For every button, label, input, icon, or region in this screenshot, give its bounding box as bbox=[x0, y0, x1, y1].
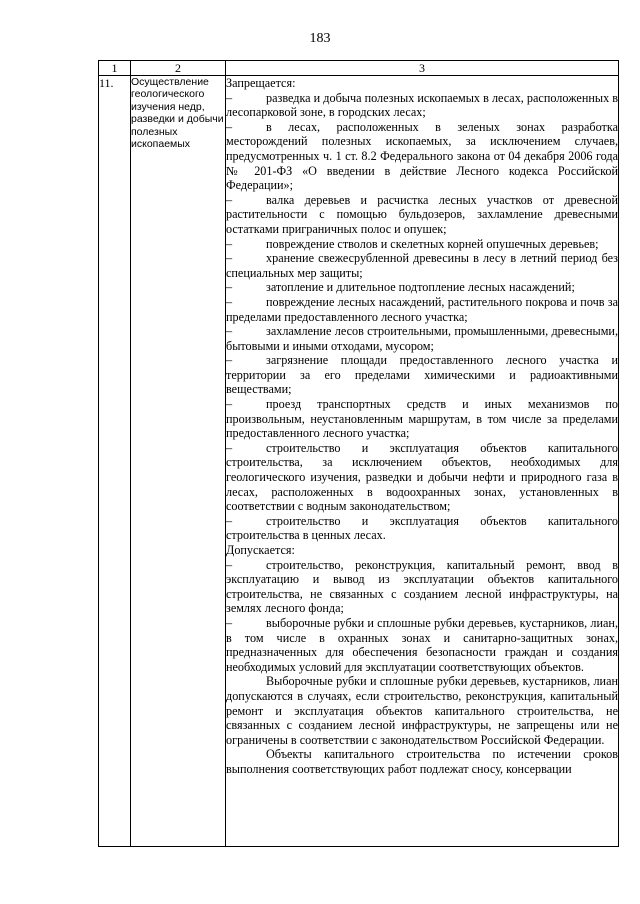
list-item bbox=[226, 441, 618, 514]
activity-name: Осуществление геологического изучения недр, разведки и добычи полезных ископаемых bbox=[131, 76, 226, 847]
list-item-text: в лесах, расположенных в зеленых зонах разработка месторождений полезных ископаемых, за исключением случаев, предусмотренных ч. 1 ст. 8.2 Федерального закона от 04 декабря 2006 года № 201-ФЗ «О введении в действие Лесного кодекса Российской Федерации»; bbox=[226, 119, 618, 193]
list-item bbox=[226, 616, 618, 674]
list-item-text: разведка и добыча полезных ископаемых в лесах, расположенных в лесопарковой зоне, в городских лесах; bbox=[226, 90, 618, 120]
list-item bbox=[226, 514, 618, 543]
regulation-table bbox=[98, 60, 619, 847]
requirements-cell bbox=[226, 76, 619, 847]
allowed-list bbox=[226, 558, 618, 675]
dash-marker: – bbox=[226, 440, 233, 455]
dash-marker: – bbox=[226, 119, 233, 134]
list-item bbox=[226, 324, 618, 353]
dash-marker: – bbox=[226, 353, 233, 368]
list-item-text: загрязнение площади предоставленного лесного участка и территории за его пределами химическими и радиоактивными веществами; bbox=[226, 353, 618, 397]
paragraph: Объекты капитального строительства по истечении сроков выполнения соответствующих работ подлежат сносу, консервации bbox=[226, 747, 618, 776]
list-item bbox=[226, 193, 618, 237]
dash-marker: – bbox=[226, 324, 233, 339]
dash-marker: – bbox=[226, 90, 233, 105]
list-item-text: валка деревьев и расчистка лесных участков от древесной растительности с помощью бульдозеров, захламление древесными остатками приграничных полос и опушек; bbox=[226, 192, 618, 236]
list-item-text: строительство, реконструкция, капитальный ремонт, ввод в эксплуатацию и вывод из эксплуатации объектов капитального строительства, не связанных с созданием лесной инфраструктуры, на землях лесного фонда; bbox=[226, 557, 618, 616]
header-cell-2: 2 bbox=[131, 61, 226, 76]
dash-marker: – bbox=[226, 615, 233, 630]
list-item bbox=[226, 295, 618, 324]
dash-marker: – bbox=[226, 294, 233, 309]
list-item bbox=[226, 251, 618, 280]
list-item bbox=[226, 237, 618, 252]
list-item bbox=[226, 353, 618, 397]
list-item-text: строительство и эксплуатация объектов капитального строительства, за исключением объектов, необходимых для геологического изучения, разведки и добычи нефти и природного газа в лесах, расположенных в водоохранных зонах, установленных в соответствии с водным законодательством; bbox=[226, 440, 618, 514]
dash-marker: – bbox=[226, 513, 233, 528]
list-item bbox=[226, 397, 618, 441]
dash-marker: – bbox=[226, 557, 233, 572]
list-item-text: проезд транспортных средств и иных механизмов по произвольным, неустановленным маршрутам, в том числе за пределами предоставленного лесного участка; bbox=[226, 397, 618, 441]
dash-marker: – bbox=[226, 251, 233, 266]
list-item bbox=[226, 91, 618, 120]
paragraph: Выборочные рубки и сплошные рубки деревьев, кустарников, лиан допускаются в случаях, если строительство, реконструкция, капитальный ремонт и эксплуатация объектов капитального строительства, не связанных с созданием лесной инфраструктуры, не запрещены или не ограничены в соответствии с законодательством Российской Федерации. bbox=[226, 674, 618, 747]
table-header-row bbox=[99, 61, 619, 76]
list-item bbox=[226, 558, 618, 616]
list-item-text: строительство и эксплуатация объектов капитального строительства в ценных лесах. bbox=[226, 513, 618, 543]
page-number: 183 bbox=[309, 31, 331, 46]
list-item-text: повреждение лесных насаждений, растительного покрова и почв за пределами предоставленного лесного участка; bbox=[226, 294, 618, 324]
list-item-text: затопление и длительное подтопление лесных насаждений; bbox=[266, 280, 575, 295]
row-number: 11. bbox=[99, 76, 131, 847]
dash-marker: – bbox=[226, 236, 233, 251]
list-item-text: хранение свежесрубленной древесины в лесу в летний период без специальных мер защиты; bbox=[226, 251, 618, 280]
allowed-heading: Допускается: bbox=[226, 543, 295, 557]
requirements-content bbox=[226, 76, 618, 846]
prohibited-list bbox=[226, 91, 618, 543]
dash-marker: – bbox=[226, 397, 233, 412]
list-item bbox=[226, 280, 618, 295]
dash-marker: – bbox=[226, 192, 233, 207]
header-cell-1: 1 bbox=[99, 61, 131, 76]
list-item-text: захламление лесов строительными, промышленными, древесными, бытовыми и иными отходами, мусором; bbox=[226, 324, 618, 353]
prohibited-heading: Запрещается: bbox=[226, 76, 296, 90]
header-cell-3: 3 bbox=[226, 61, 619, 76]
list-item-text: повреждение стволов и скелетных корней опушечных деревьев; bbox=[266, 236, 599, 251]
list-item-text: выборочные рубки и сплошные рубки деревьев, кустарников, лиан, в том числе в охранных зонах и санитарно-защитных зонах, предназначенных для обеспечения безопасности граждан и создания необходимых условий для эксплуатации соответствующих объектов. bbox=[226, 615, 618, 674]
list-item bbox=[226, 120, 618, 193]
table-row bbox=[99, 76, 619, 847]
dash-marker: – bbox=[226, 280, 233, 295]
